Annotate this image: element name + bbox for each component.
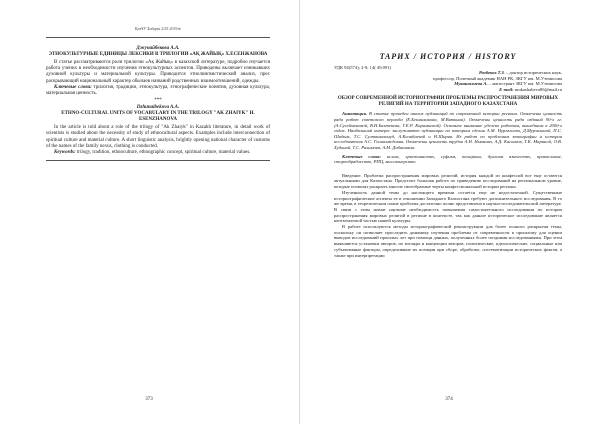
abstract-label: Аннотация. (342, 111, 367, 117)
running-head: ҚазҰУ Хабары 2/25 2019ж (134, 26, 182, 31)
keywords-text: ислам, христианство, суфизм, тенгриан, дуализм язычество, православие, старообрядчество, РПЦ, миссионерство. (334, 153, 562, 165)
en-abstract: In the article is told about a role of the trilogy of "Ak Zhaiyk" in Kazakh literature, in detail work of scientists is studied about the necessity of study of ethnocultural aspects. Examples include interconnection of spiritual culture and material culture. A short linguistic analysis, brightly opening national character of customs of the names of the family nexus, clothing is conducted. (46, 125, 270, 149)
page-number-right: 374 (445, 397, 453, 402)
keywords (334, 154, 562, 165)
authors-block (334, 70, 562, 92)
separator-stars: *** (154, 98, 162, 104)
kz-keywords-text: трилогия, традиции, этнокультура, этнографические понятия, духовная культура, материальная ценность. (46, 84, 270, 97)
section-heading: ТАРИХ / ИСТОРИЯ / HISTORY (379, 52, 517, 61)
body-paragraph: Изученность данной темы до настоящего времени остается еще не недостаточной. Существенные историографические аспекты ее в отношении Западного Казахстана требуют дополнительного исследования. В то же время, в теоретическом плане проблема достаточно полно представлена в научно-исследовательской литературе. В связи с этим новые научные необходимость повышения самостоятельного исследования по истории распространения мировых религий в регионе в контексте, так как данное историческое исследование является неотъемлемой частью нашей культуры. (334, 189, 562, 224)
bottom-rule (46, 160, 270, 161)
en-keywords-label: Keywords: (54, 150, 76, 156)
page-number-left: 373 (145, 397, 153, 402)
email-line: E-mail: mukashalieva86@mail.ru (499, 86, 562, 92)
keywords-label: Ключевые слова: (342, 153, 381, 159)
kz-author: Джунайбекова А.А. (136, 46, 180, 51)
body-paragraph: Введение. Проблема распространения мировых религий, история каждой из конфессий все еще остаются актуальными для Казахстана. Предстоит большая работа по приведению исследований на региональном уровне, которые позволят раскрыть многие своеобразные черты конфессиональной истории региона. (334, 172, 562, 190)
kz-keywords-label: Ключевые слова: (54, 84, 92, 90)
article-title: ОБЗОР СОВРЕМЕННОЙ ИСТОРИОГРАФИИ ПРОБЛЕМЫ РАСПРОСТРАНЕНИЯ МИРОВЫХ РЕЛИГИЙ НА ТЕРРИТОРИИ ЗАПАДНОГО КАЗАХСТАНА (337, 96, 559, 108)
top-rule (46, 37, 270, 38)
kz-abstract: В статье рассматриваются роли трилогии «Ақ Жайық» в казахской литературе, подробно изучается работа учених в необходимости изучения этнокультурных аспектов. Приводены включает изникавших духовной культуры и материальной культуры. Приводится этнолингвистический анализ, прес раскрывающий национальный характер обычаев названий родственных взаимоотношений, одежды. (46, 60, 270, 84)
en-author: Dzhunaibekova A.A. (136, 105, 180, 111)
kz-title: ЭТНОКУЛЬТУРНЫЕ ЕДИНИЦЫ ЛЕКСИКИ В ТРИЛОГИИ «АҚ ЖАЙЫҚ» Х.ЕСЕНЖАНОВА (48, 52, 268, 57)
udc-code: УДК 94(574); 2-9; 14( 49.091) (334, 65, 392, 70)
kz-keywords (46, 85, 270, 97)
en-title: ETHNO-CULTURAL UNITS OF VOCABULARY IN THE TRILOGY "AK ZHAIYK" H. ESENZHANOVA (61, 111, 255, 123)
en-keywords-text: trilogy, tradition, ethnoculture, ethnographic concept, spiritual culture, material values. (76, 150, 251, 156)
author-line: Разбеков Т.З. – доктор исторических наук, (478, 70, 562, 75)
body-paragraph: В работе используются методы историографической реконструкции для более полного раскрытия темы, поскольку он позволяет проследить динамику изучения проблемы от современности к прошлому для оценки выводов исследований прошлых лет при помощи данных, полученных более поздними исследованиями. При этом выявляются установки авторов, их взгляды и концепции авторов, политические, идеологические, социальные или субъективные факторы, определившие их позиции при сборе, обработке, систематизации исторических фактов, а также при интерпретации (334, 224, 562, 258)
author-line: Мукашалиева А. – магистрант ЗКГУ им. М.Утемисова (454, 81, 562, 87)
right-page (300, 0, 600, 424)
abstract-text: В статье проведен анализ публикаций по современной истории региона. Отмечены ценность ряда работ советского периода (Е.Бекмаханова, М.Вяткина). Отмечены ценность ряда изданий 90-х гг. (А.Сулейменовой, В.Н.Бахтенева, Г.Е.Р. Карамиевой). Основное внимание уделено работам, вышедшим в 2000-х годах. Наибольший интерес заслуживают публикации по которым сделан А.М. Нургалиева, Д.Мурзалиной, П.С. Шадым, Т.С. Султанмахмуд, А.Калибаевой и Н.Ширяя. Из работ по проблемам этнографии и истории исследователя А.С. Галиахмедовна. Отмечены ценность трудов А.Н. Иманова, А.Д. Касымов, Т.К. Мариной, О.В. Худиной, Т.С. Рахимова, А.М. Дибашвили. (334, 111, 562, 150)
en-keywords (46, 150, 270, 156)
abstract (334, 111, 562, 150)
author-line: профессор, Почетный академик НАН РК, ЗКГУ им. М.Утемисова (433, 75, 562, 81)
